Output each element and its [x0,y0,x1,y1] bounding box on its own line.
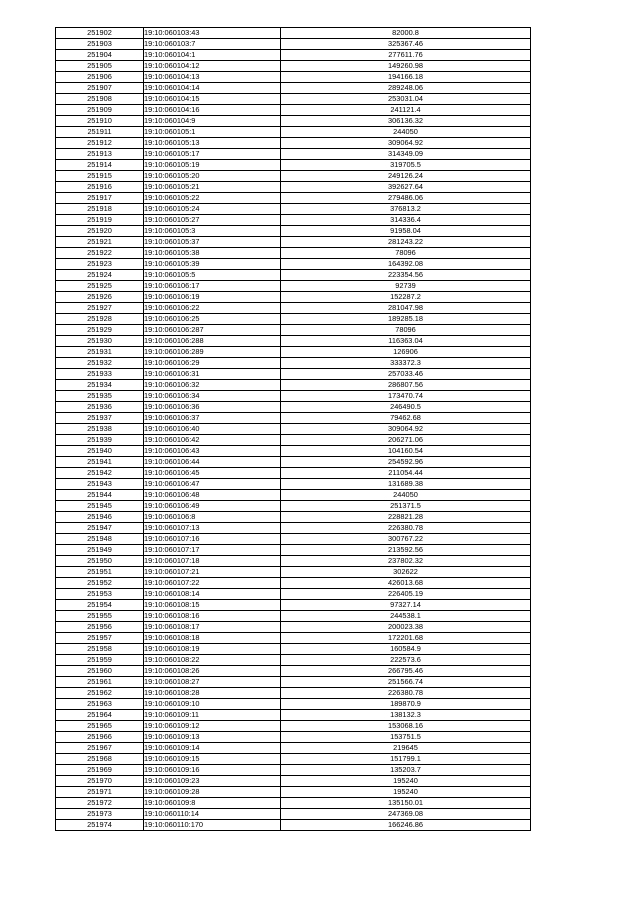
amount-cell: 219645 [281,743,531,754]
amount-cell: 152287.2 [281,292,531,303]
cadastral-number-cell: 19:10:060108:22 [144,655,281,666]
record-id-cell: 251966 [56,732,144,743]
amount-cell: 153751.5 [281,732,531,743]
table-row [56,457,531,468]
cadastral-number-cell: 19:10:060108:18 [144,633,281,644]
cadastral-number-cell: 19:10:060105:13 [144,138,281,149]
amount-cell: 92739 [281,281,531,292]
record-id-cell: 251941 [56,457,144,468]
cadastral-number-cell: 19:10:060107:18 [144,556,281,567]
cadastral-number-cell: 19:10:060104:13 [144,72,281,83]
amount-cell: 172201.68 [281,633,531,644]
amount-cell: 228821.28 [281,512,531,523]
table-row [56,237,531,248]
record-id-cell: 251947 [56,523,144,534]
record-id-cell: 251971 [56,787,144,798]
table-row [56,688,531,699]
amount-cell: 279486.06 [281,193,531,204]
table-row [56,655,531,666]
cadastral-number-cell: 19:10:060106:48 [144,490,281,501]
record-id-cell: 251926 [56,292,144,303]
data-table [55,27,531,831]
cadastral-number-cell: 19:10:060105:39 [144,259,281,270]
cadastral-number-cell: 19:10:060110:14 [144,809,281,820]
table-row [56,325,531,336]
record-id-cell: 251919 [56,215,144,226]
amount-cell: 195240 [281,776,531,787]
amount-cell: 164392.08 [281,259,531,270]
cadastral-number-cell: 19:10:060106:42 [144,435,281,446]
record-id-cell: 251960 [56,666,144,677]
table-row [56,303,531,314]
table-row [56,677,531,688]
table-row [56,435,531,446]
cadastral-number-cell: 19:10:060106:289 [144,347,281,358]
amount-cell: 135150.01 [281,798,531,809]
cadastral-number-cell: 19:10:060106:22 [144,303,281,314]
table-row [56,160,531,171]
record-id-cell: 251903 [56,39,144,50]
cadastral-number-cell: 19:10:060103:43 [144,28,281,39]
cadastral-number-cell: 19:10:060105:22 [144,193,281,204]
record-id-cell: 251923 [56,259,144,270]
table-row [56,50,531,61]
record-id-cell: 251955 [56,611,144,622]
amount-cell: 97327.14 [281,600,531,611]
record-id-cell: 251974 [56,820,144,831]
table-row [56,622,531,633]
cadastral-number-cell: 19:10:060104:16 [144,105,281,116]
amount-cell: 195240 [281,787,531,798]
table-row [56,479,531,490]
cadastral-number-cell: 19:10:060105:5 [144,270,281,281]
table-row [56,567,531,578]
record-id-cell: 251915 [56,171,144,182]
amount-cell: 251371.5 [281,501,531,512]
record-id-cell: 251948 [56,534,144,545]
amount-cell: 79462.68 [281,413,531,424]
cadastral-number-cell: 19:10:060105:38 [144,248,281,259]
amount-cell: 281047.98 [281,303,531,314]
record-id-cell: 251938 [56,424,144,435]
table-row [56,94,531,105]
table-row [56,732,531,743]
record-id-cell: 251973 [56,809,144,820]
cadastral-number-cell: 19:10:060107:21 [144,567,281,578]
cadastral-number-cell: 19:10:060107:22 [144,578,281,589]
cadastral-number-cell: 19:10:060106:17 [144,281,281,292]
table-row [56,83,531,94]
table-row [56,710,531,721]
table-row [56,743,531,754]
cadastral-number-cell: 19:10:060109:14 [144,743,281,754]
table-row [56,72,531,83]
amount-cell: 246490.5 [281,402,531,413]
table-row [56,204,531,215]
cadastral-number-cell: 19:10:060105:27 [144,215,281,226]
amount-cell: 244538.1 [281,611,531,622]
record-id-cell: 251932 [56,358,144,369]
cadastral-number-cell: 19:10:060106:45 [144,468,281,479]
amount-cell: 78096 [281,248,531,259]
table-row [56,512,531,523]
amount-cell: 211054.44 [281,468,531,479]
amount-cell: 126906 [281,347,531,358]
amount-cell: 131689.38 [281,479,531,490]
amount-cell: 300767.22 [281,534,531,545]
cadastral-number-cell: 19:10:060105:1 [144,127,281,138]
table-row [56,611,531,622]
record-id-cell: 251937 [56,413,144,424]
amount-cell: 173470.74 [281,391,531,402]
amount-cell: 249126.24 [281,171,531,182]
cadastral-number-cell: 19:10:060106:36 [144,402,281,413]
cadastral-number-cell: 19:10:060108:15 [144,600,281,611]
record-id-cell: 251906 [56,72,144,83]
amount-cell: 251566.74 [281,677,531,688]
record-id-cell: 251968 [56,754,144,765]
cadastral-number-cell: 19:10:060106:37 [144,413,281,424]
table-row [56,182,531,193]
cadastral-number-cell: 19:10:060110:170 [144,820,281,831]
amount-cell: 149260.98 [281,61,531,72]
table-row [56,446,531,457]
table-row [56,226,531,237]
amount-cell: 309064.92 [281,424,531,435]
cadastral-number-cell: 19:10:060105:24 [144,204,281,215]
table-row [56,468,531,479]
record-id-cell: 251944 [56,490,144,501]
record-id-cell: 251953 [56,589,144,600]
record-id-cell: 251936 [56,402,144,413]
cadastral-number-cell: 19:10:060104:15 [144,94,281,105]
amount-cell: 319705.5 [281,160,531,171]
record-id-cell: 251927 [56,303,144,314]
table-row [56,358,531,369]
amount-cell: 325367.46 [281,39,531,50]
table-row [56,776,531,787]
record-id-cell: 251929 [56,325,144,336]
cadastral-number-cell: 19:10:060109:8 [144,798,281,809]
table-row [56,380,531,391]
table-row [56,589,531,600]
table-row [56,809,531,820]
record-id-cell: 251921 [56,237,144,248]
record-id-cell: 251904 [56,50,144,61]
amount-cell: 306136.32 [281,116,531,127]
record-id-cell: 251939 [56,435,144,446]
cadastral-number-cell: 19:10:060108:17 [144,622,281,633]
cadastral-number-cell: 19:10:060108:27 [144,677,281,688]
table-row [56,105,531,116]
amount-cell: 277611.76 [281,50,531,61]
table-row [56,259,531,270]
cadastral-number-cell: 19:10:060106:47 [144,479,281,490]
amount-cell: 244050 [281,490,531,501]
record-id-cell: 251905 [56,61,144,72]
record-id-cell: 251963 [56,699,144,710]
amount-cell: 91958.04 [281,226,531,237]
amount-cell: 244050 [281,127,531,138]
record-id-cell: 251957 [56,633,144,644]
amount-cell: 309064.92 [281,138,531,149]
record-id-cell: 251910 [56,116,144,127]
cadastral-number-cell: 19:10:060104:1 [144,50,281,61]
cadastral-number-cell: 19:10:060106:31 [144,369,281,380]
record-id-cell: 251911 [56,127,144,138]
table-row [56,347,531,358]
amount-cell: 314349.09 [281,149,531,160]
amount-cell: 116363.04 [281,336,531,347]
cadastral-number-cell: 19:10:060106:43 [144,446,281,457]
record-id-cell: 251962 [56,688,144,699]
cadastral-number-cell: 19:10:060106:25 [144,314,281,325]
record-id-cell: 251961 [56,677,144,688]
record-id-cell: 251914 [56,160,144,171]
record-id-cell: 251913 [56,149,144,160]
record-id-cell: 251970 [56,776,144,787]
table-row [56,413,531,424]
table-row [56,424,531,435]
table-row [56,644,531,655]
amount-cell: 222573.6 [281,655,531,666]
amount-cell: 138132.3 [281,710,531,721]
record-id-cell: 251920 [56,226,144,237]
amount-cell: 257033.46 [281,369,531,380]
record-id-cell: 251902 [56,28,144,39]
table-row [56,545,531,556]
record-id-cell: 251931 [56,347,144,358]
table-row [56,116,531,127]
amount-cell: 213592.56 [281,545,531,556]
record-id-cell: 251949 [56,545,144,556]
table-row [56,600,531,611]
table-row [56,292,531,303]
cadastral-number-cell: 19:10:060109:28 [144,787,281,798]
record-id-cell: 251908 [56,94,144,105]
record-id-cell: 251951 [56,567,144,578]
amount-cell: 151799.1 [281,754,531,765]
cadastral-number-cell: 19:10:060105:19 [144,160,281,171]
cadastral-number-cell: 19:10:060108:26 [144,666,281,677]
cadastral-number-cell: 19:10:060104:12 [144,61,281,72]
record-id-cell: 251935 [56,391,144,402]
cadastral-number-cell: 19:10:060107:13 [144,523,281,534]
record-id-cell: 251933 [56,369,144,380]
cadastral-number-cell: 19:10:060106:49 [144,501,281,512]
table-row [56,578,531,589]
record-id-cell: 251916 [56,182,144,193]
amount-cell: 226380.78 [281,523,531,534]
amount-cell: 104160.54 [281,446,531,457]
cadastral-number-cell: 19:10:060104:9 [144,116,281,127]
cadastral-number-cell: 19:10:060104:14 [144,83,281,94]
cadastral-number-cell: 19:10:060109:10 [144,699,281,710]
record-id-cell: 251945 [56,501,144,512]
amount-cell: 241121.4 [281,105,531,116]
cadastral-number-cell: 19:10:060106:44 [144,457,281,468]
amount-cell: 135203.7 [281,765,531,776]
cadastral-number-cell: 19:10:060106:34 [144,391,281,402]
record-id-cell: 251943 [56,479,144,490]
table-row [56,666,531,677]
cadastral-number-cell: 19:10:060109:13 [144,732,281,743]
cadastral-number-cell: 19:10:060105:3 [144,226,281,237]
cadastral-number-cell: 19:10:060109:11 [144,710,281,721]
table-row [56,402,531,413]
record-id-cell: 251958 [56,644,144,655]
table-row [56,149,531,160]
table-row [56,281,531,292]
record-id-cell: 251967 [56,743,144,754]
record-id-cell: 251925 [56,281,144,292]
amount-cell: 392627.64 [281,182,531,193]
amount-cell: 302622 [281,567,531,578]
record-id-cell: 251934 [56,380,144,391]
cadastral-number-cell: 19:10:060106:29 [144,358,281,369]
table-row [56,820,531,831]
amount-cell: 153068.16 [281,721,531,732]
cadastral-number-cell: 19:10:060109:16 [144,765,281,776]
cadastral-number-cell: 19:10:060108:14 [144,589,281,600]
record-id-cell: 251930 [56,336,144,347]
table-row [56,28,531,39]
amount-cell: 78096 [281,325,531,336]
table-row [56,633,531,644]
cadastral-number-cell: 19:10:060106:19 [144,292,281,303]
cadastral-number-cell: 19:10:060106:32 [144,380,281,391]
table-row [56,721,531,732]
amount-cell: 189870.9 [281,699,531,710]
record-id-cell: 251952 [56,578,144,589]
table-row [56,556,531,567]
table-row [56,787,531,798]
cadastral-number-cell: 19:10:060105:20 [144,171,281,182]
table-row [56,523,531,534]
amount-cell: 237802.32 [281,556,531,567]
record-id-cell: 251956 [56,622,144,633]
amount-cell: 226405.19 [281,589,531,600]
table-row [56,391,531,402]
record-id-cell: 251950 [56,556,144,567]
amount-cell: 426013.68 [281,578,531,589]
table-row [56,127,531,138]
cadastral-number-cell: 19:10:060103:7 [144,39,281,50]
record-id-cell: 251917 [56,193,144,204]
record-id-cell: 251942 [56,468,144,479]
record-id-cell: 251928 [56,314,144,325]
amount-cell: 247369.08 [281,809,531,820]
table-row [56,765,531,776]
cadastral-number-cell: 19:10:060105:37 [144,237,281,248]
table-row [56,754,531,765]
amount-cell: 206271.06 [281,435,531,446]
record-id-cell: 251912 [56,138,144,149]
amount-cell: 254592.96 [281,457,531,468]
record-id-cell: 251965 [56,721,144,732]
amount-cell: 314336.4 [281,215,531,226]
amount-cell: 286807.56 [281,380,531,391]
table-row [56,798,531,809]
amount-cell: 281243.22 [281,237,531,248]
table-body [56,28,531,831]
amount-cell: 226380.78 [281,688,531,699]
cadastral-number-cell: 19:10:060107:16 [144,534,281,545]
record-id-cell: 251940 [56,446,144,457]
cadastral-number-cell: 19:10:060106:8 [144,512,281,523]
table-row [56,699,531,710]
cadastral-number-cell: 19:10:060105:21 [144,182,281,193]
record-id-cell: 251946 [56,512,144,523]
record-id-cell: 251969 [56,765,144,776]
amount-cell: 200023.38 [281,622,531,633]
table-row [56,39,531,50]
amount-cell: 223354.56 [281,270,531,281]
table-row [56,534,531,545]
cadastral-number-cell: 19:10:060109:12 [144,721,281,732]
table-row [56,138,531,149]
amount-cell: 253031.04 [281,94,531,105]
table-row [56,490,531,501]
cadastral-number-cell: 19:10:060105:17 [144,149,281,160]
table-row [56,336,531,347]
cadastral-number-cell: 19:10:060109:23 [144,776,281,787]
record-id-cell: 251918 [56,204,144,215]
table-row [56,171,531,182]
amount-cell: 82000.8 [281,28,531,39]
amount-cell: 333372.3 [281,358,531,369]
cadastral-number-cell: 19:10:060108:16 [144,611,281,622]
table-row [56,369,531,380]
amount-cell: 266795.46 [281,666,531,677]
cadastral-number-cell: 19:10:060106:40 [144,424,281,435]
cadastral-number-cell: 19:10:060109:15 [144,754,281,765]
record-id-cell: 251959 [56,655,144,666]
cadastral-number-cell: 19:10:060108:28 [144,688,281,699]
amount-cell: 166246.86 [281,820,531,831]
table-row [56,215,531,226]
record-id-cell: 251909 [56,105,144,116]
table-row [56,61,531,72]
amount-cell: 160584.9 [281,644,531,655]
record-id-cell: 251972 [56,798,144,809]
cadastral-number-cell: 19:10:060107:17 [144,545,281,556]
cadastral-number-cell: 19:10:060106:288 [144,336,281,347]
amount-cell: 289248.06 [281,83,531,94]
cadastral-number-cell: 19:10:060108:19 [144,644,281,655]
table-row [56,270,531,281]
record-id-cell: 251954 [56,600,144,611]
record-id-cell: 251922 [56,248,144,259]
amount-cell: 194166.18 [281,72,531,83]
amount-cell: 376813.2 [281,204,531,215]
cadastral-number-cell: 19:10:060106:287 [144,325,281,336]
amount-cell: 189285.18 [281,314,531,325]
table-row [56,248,531,259]
record-id-cell: 251907 [56,83,144,94]
record-id-cell: 251924 [56,270,144,281]
table-row [56,314,531,325]
record-id-cell: 251964 [56,710,144,721]
table-row [56,193,531,204]
table-row [56,501,531,512]
